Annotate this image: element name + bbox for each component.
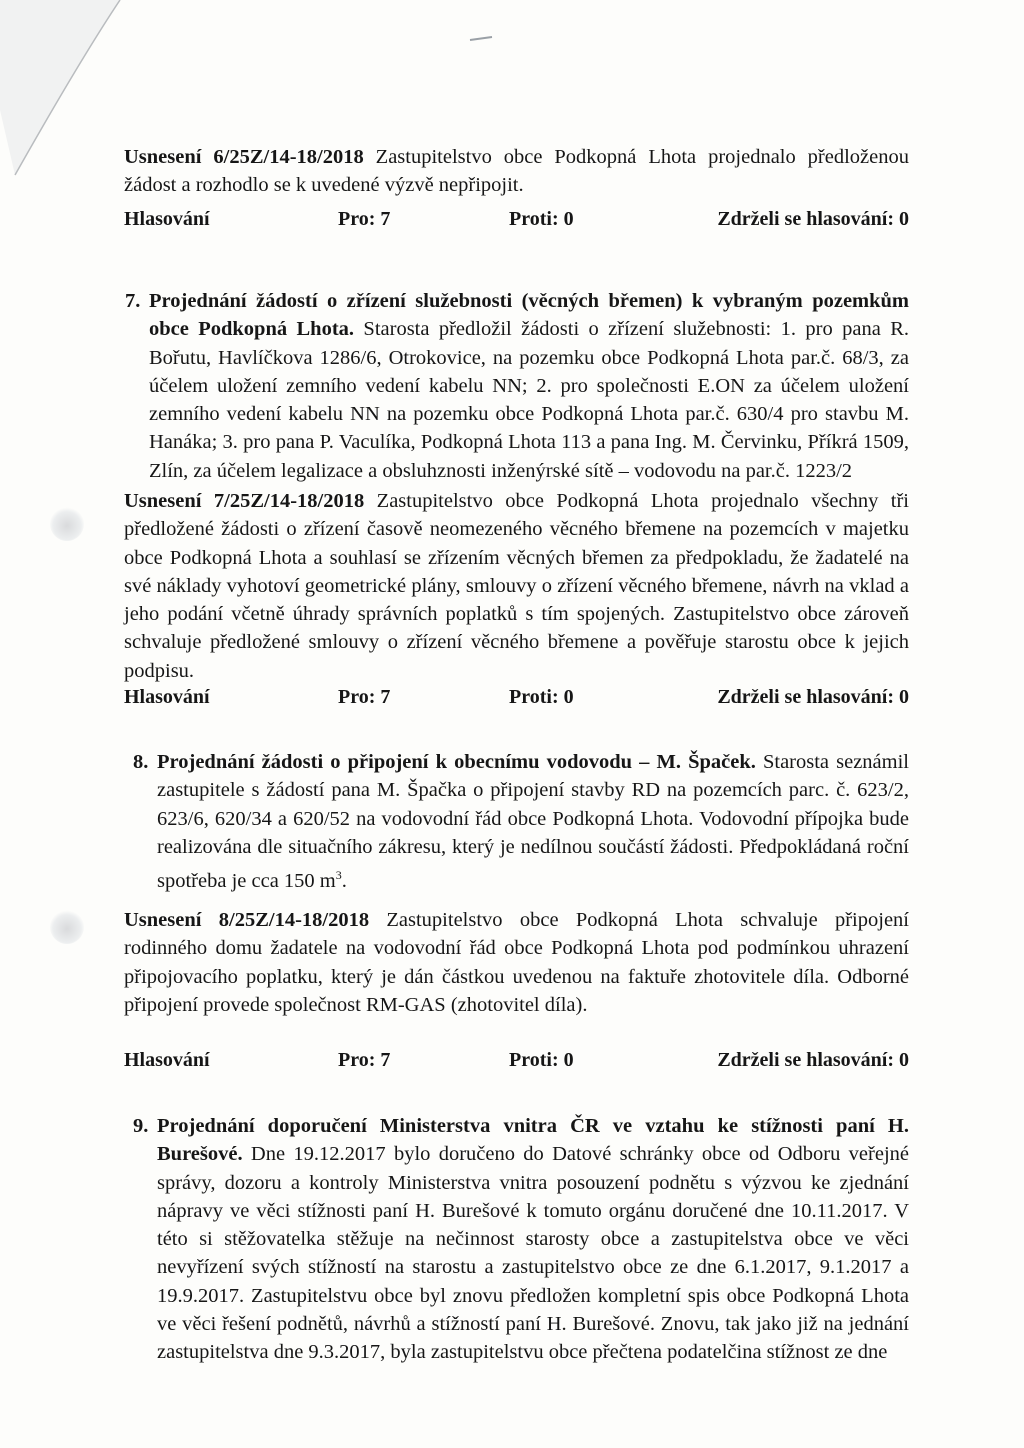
vote-zdrzeli: Zdrželi se hlasování: 0 (717, 1049, 909, 1071)
vote-label: Hlasování (124, 1049, 210, 1071)
agenda-item-9 (133, 1112, 909, 1367)
item-8-heading: Projednání žádosti o připojení k obecnímu vodovodu – M. Špaček. (157, 751, 756, 773)
agenda-item-8 (133, 748, 909, 895)
item-9-body: Dne 19.12.2017 bylo doručeno do Datové schránky obce od Odboru veřejné správy, dozoru a kontroly Ministerstva vnitra posouzení podnětu s výzvou ke zjednání nápravy ve věci stížnosti paní H. Burešové k tomuto orgánu doručené dne 10.11.2017. V této si stěžovatelka stěžuje na nečinnost starosty obce a zastupitelstva obce ve věci nevyřízení svých stížností na starostu a zastupitelstvo obce ze dne 6.1.2017, 9.1.2017 a 19.9.2017. Zastupitelstvu obce byl znovu předložen kompletní spis obce Podkopná Lhota ve věci řešení podnětů, návrhů a stížností paní H. Burešové. Znovu, tak jako již na jednání zastupitelstva dne 9.3.2017, byla zastupitelstvu obce přečtena podatelčina stížnost ze dne (157, 1143, 909, 1364)
item-8-sup: 3 (335, 868, 342, 883)
punch-hole-bottom (50, 910, 84, 944)
vote-row-8 (124, 1047, 909, 1073)
vote-label: Hlasování (124, 686, 210, 708)
vote-zdrzeli: Zdrželi se hlasování: 0 (717, 686, 909, 708)
item-7-number: 7. (125, 290, 141, 312)
item-8-body: Starosta seznámil zastupitele s žádostí pana M. Špačka o připojení stavby RD na pozemcích parc. č. 623/2, 623/6, 620/34 a 620/52 na vodovodní řád obce Podkopná Lhota. Vodovodní přípojka bude realizována dle situačního zákresu, který je nedílnou součástí žádosti. Předpokládaná roční spotřeba je cca 150 m (157, 751, 909, 893)
vote-row-7 (124, 684, 909, 710)
item-7-heading: Projednání žádostí o zřízení služebnosti (věcných břemen) k vybraným pozemkům obce Podkopná Lhota. (149, 290, 909, 341)
vote-proti: Proti: 0 (509, 208, 574, 230)
vote-row-6 (124, 206, 909, 232)
item-8-number: 8. (133, 751, 149, 773)
vote-pro: Pro: 7 (338, 1049, 391, 1071)
punch-hole-top (50, 507, 84, 541)
decision-7 (124, 487, 909, 685)
vote-proti: Proti: 0 (509, 686, 574, 708)
vote-pro: Pro: 7 (338, 208, 391, 230)
vote-zdrzeli: Zdrželi se hlasování: 0 (717, 208, 909, 230)
item-9-heading: Projednání doporučení Ministerstva vnitra ČR ve vztahu ke stížnosti paní H. Burešové. (157, 1115, 909, 1166)
vote-label: Hlasování (124, 208, 210, 230)
decision-8-id: Usnesení 8/25Z/14-18/2018 (124, 909, 370, 931)
agenda-item-7 (125, 287, 909, 485)
decision-7-text: Zastupitelstvo obce Podkopná Lhota projednalo všechny tři předložené žádosti o zřízení časově neomezeného věcného břemene na pozemcích v majetku obce Podkopná Lhota a souhlasí se zřízením věcných břemen za předpokladu, že žadatelé na své náklady vyhotoví geometrické plány, smlouvy o zřízení věcného břemene, návrh na vklad a jeho podání včetně úhrady správních poplatků s tím spojených. Zastupitelstvo obce zároveň schvaluje předložené smlouvy o zřízení věcného břemene a pověřuje starostu obce k jejich podpisu. (124, 490, 909, 682)
vote-proti: Proti: 0 (509, 1049, 574, 1071)
item-7-body: Starosta předložil žádosti o zřízení služebnosti: 1. pro pana R. Bořutu, Havlíčkova 1286/6, Otrokovice, na pozemku obce Podkopná Lhota par.č. 68/3, za účelem uložení zemního vedení kabelu NN; 2. pro společnosti E.ON za účelem uložení zemního vedení kabelu NN na pozemku obce Podkopná Lhota par.č. 630/4 pro stavbu M. Hanáka; 3. pro pana P. Vaculíka, Podkopná Lhota 113 a pana Ing. M. Červinku, Příkrá 1509, Zlín, za účelem legalizace a obsluhznosti inženýrské sítě – vodovodu na par.č. 1223/2 (149, 318, 909, 482)
item-8-tail: . (341, 870, 347, 893)
decision-7-id: Usnesení 7/25Z/14-18/2018 (124, 490, 365, 512)
item-9-number: 9. (133, 1115, 149, 1137)
decision-6-id: Usnesení 6/25Z/14-18/2018 (124, 146, 364, 168)
decision-6-text: Zastupitelstvo obce Podkopná Lhota projednalo předloženou žádost a rozhodlo se k uvedené výzvě nepřipojit. (124, 146, 909, 197)
decision-6 (124, 143, 909, 200)
decision-8 (124, 906, 909, 1019)
decision-8-text: Zastupitelstvo obce Podkopná Lhota schvaluje připojení rodinného domu žadatele na vodovodní řád obce Podkopná Lhota pod podmínkou uhrazení připojovacího poplatku, který je dán částkou uvedenou na faktuře zhotovitele díla. Odborné připojení provede společnost RM-GAS (zhotovitel díla). (124, 909, 909, 1016)
vote-pro: Pro: 7 (338, 686, 391, 708)
